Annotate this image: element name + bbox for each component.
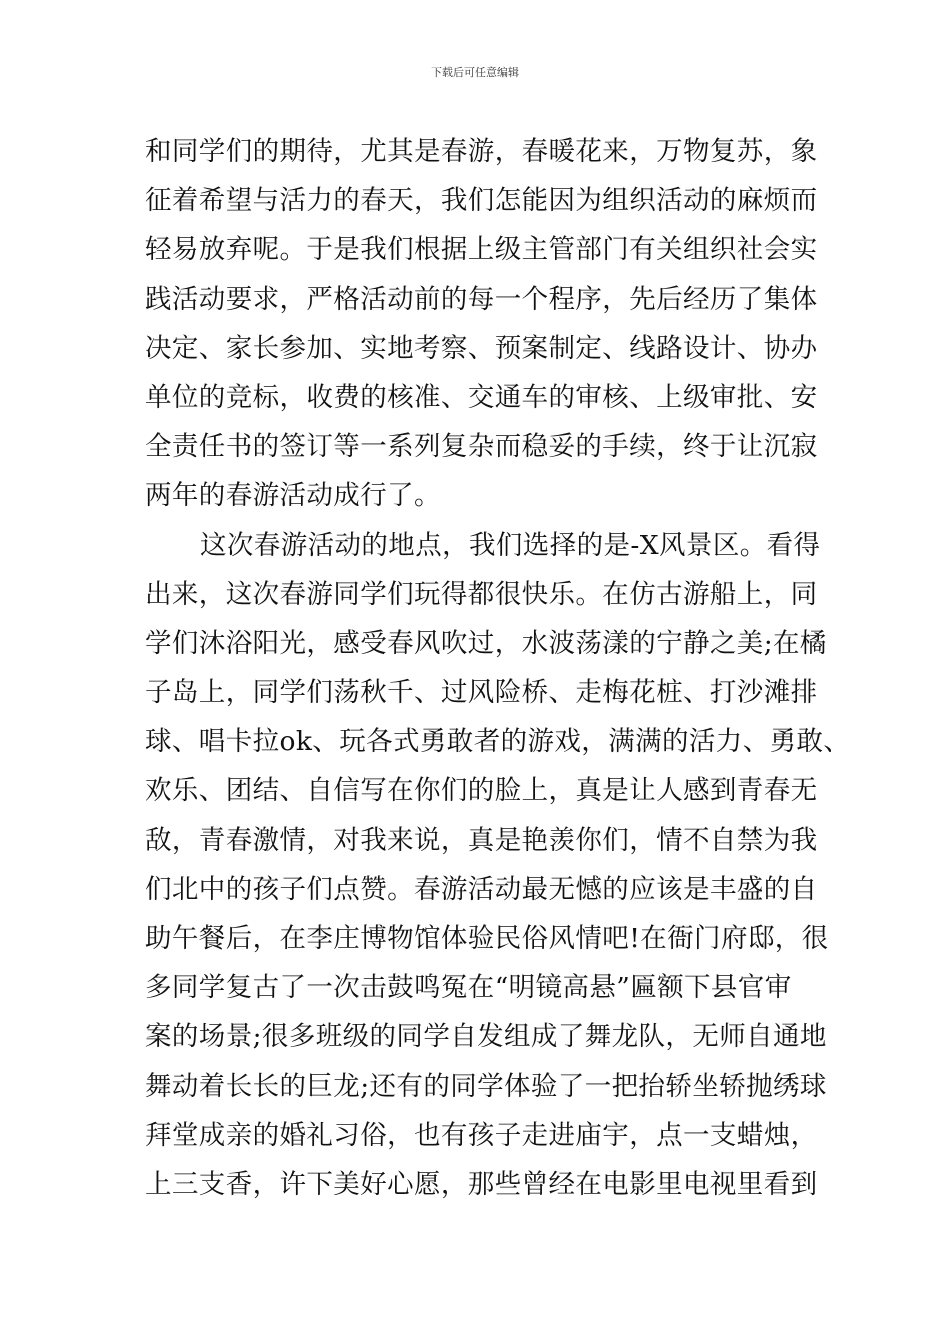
- text-line: 两年的春游活动成行了。: [145, 480, 441, 512]
- text-line: 践活动要求，严格活动前的每一个程序，先后经历了集体: [145, 283, 818, 315]
- text-line: 案的场景;很多班级的同学自发组成了舞龙队，无师自通地: [145, 1021, 827, 1053]
- text-line: 出来，这次春游同学们玩得都很快乐。在仿古游船上，同: [145, 578, 818, 610]
- text-line: 欢乐、团结、自信写在你们的脸上，真是让人感到青春无: [145, 775, 818, 807]
- text-line: 征着希望与活力的春天，我们怎能因为组织活动的麻烦而: [145, 185, 818, 217]
- text-line: 助午餐后，在李庄博物馆体验民俗风情吧!在衙门府邸，很: [145, 923, 829, 954]
- text-line: 轻易放弃呢。于是我们根据上级主管部门有关组织社会实: [145, 234, 818, 266]
- text-line: 全责任书的签订等一系列复杂而稳妥的手续，终于让沉寂: [145, 431, 818, 463]
- text-line: 和同学们的期待，尤其是春游，春暖花来，万物复苏，象: [145, 136, 818, 167]
- text-line: 决定、家长参加、实地考察、预案制定、线路设计、协办: [145, 332, 818, 364]
- text-line: 敌，青春激情，对我来说，真是艳羡你们，情不自禁为我: [145, 824, 818, 856]
- text-line-indented: 这次春游活动的地点，我们选择的是-X风景区。看得: [200, 529, 821, 561]
- paragraph-2: [145, 521, 851, 1210]
- text-line: 单位的竞标，收费的核准、交通车的审核、上级审批、安: [145, 381, 818, 413]
- paragraph-1: [145, 127, 845, 521]
- page-header-note: 下载后可任意编辑: [431, 66, 519, 79]
- text-line: 子岛上，同学们荡秋千、过风险桥、走梅花桩、打沙滩排: [145, 677, 818, 709]
- text-line: 们北中的孩子们点赞。春游活动最无憾的应该是丰盛的自: [145, 873, 818, 905]
- text-line: 球、唱卡拉ok、玩各式勇敢者的游戏，满满的活力、勇敢、: [145, 726, 851, 758]
- text-line: 上三支香，许下美好心愿，那些曾经在电影里电视里看到: [145, 1168, 818, 1200]
- text-line: 拜堂成亲的婚礼习俗，也有孩子走进庙宇，点一支蜡烛，: [145, 1119, 818, 1151]
- text-line: 多同学复古了一次击鼓鸣冤在“明镜高悬”匾额下县官审: [145, 972, 792, 1004]
- text-line: 舞动着长长的巨龙;还有的同学体验了一把抬轿坐轿抛绣球: [145, 1070, 827, 1102]
- document-body: [145, 127, 851, 1209]
- text-line: 学们沐浴阳光，感受春风吹过，水波荡漾的宁静之美;在橘: [145, 627, 827, 659]
